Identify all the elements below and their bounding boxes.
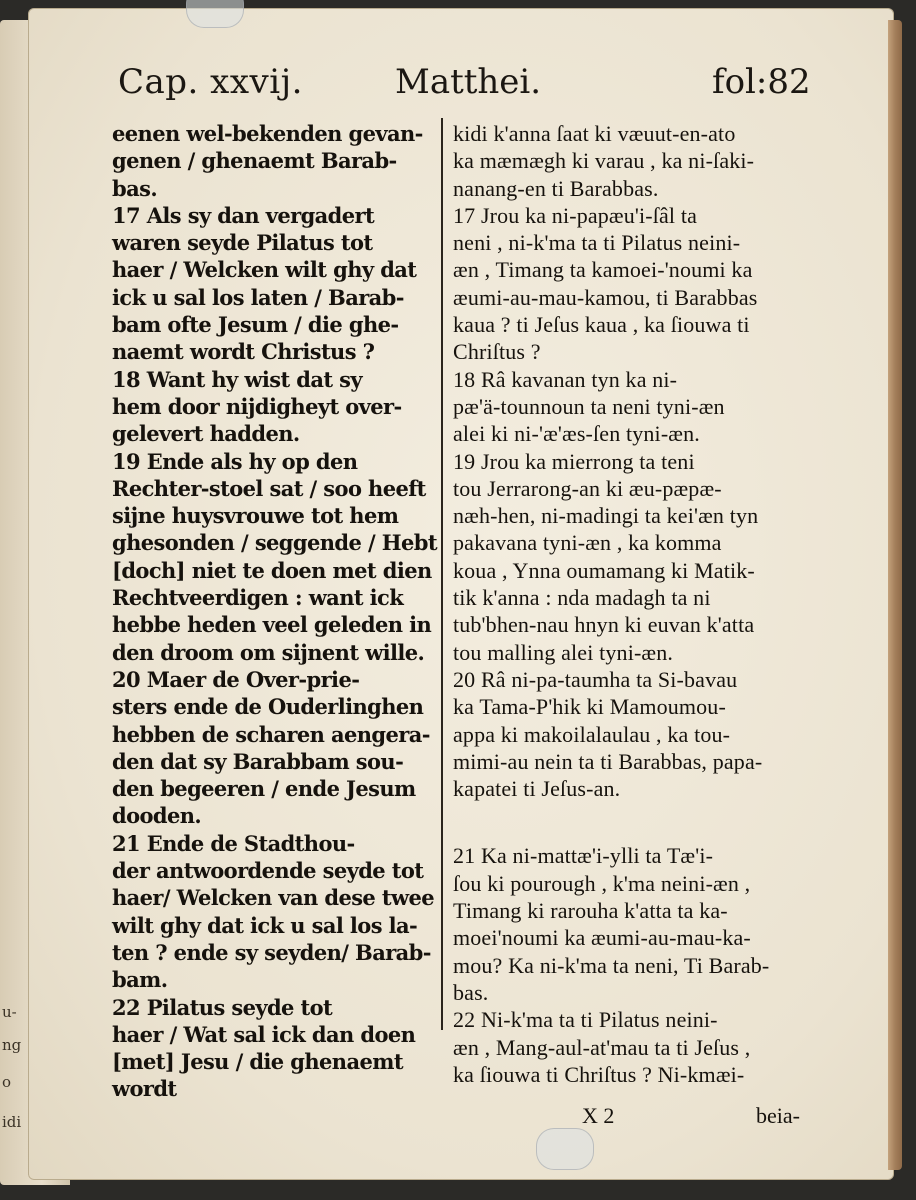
- text-line: [doch] niet te doen met dien: [112, 557, 432, 583]
- chapter-heading: Cap. xxvij.: [118, 62, 303, 102]
- text-line: tou Jerrarong-an ki æu-pæpæ-: [453, 475, 722, 501]
- text-line: dooden.: [112, 803, 202, 829]
- text-line: bam ofte Jesum / die ghe-: [112, 312, 399, 338]
- margin-fragment: u-: [2, 1003, 17, 1021]
- text-line: haer / Welcken wilt ghy dat: [112, 257, 417, 283]
- text-line: 17 Jrou ka ni-papæu'i-ſâl ta: [453, 202, 697, 228]
- text-line: wilt ghy dat ick u sal los la-: [112, 912, 418, 938]
- text-line: 21 Ende de Stadthou-: [112, 830, 355, 856]
- text-line: den begeeren / ende Jesum: [112, 776, 416, 802]
- top-clip: [186, 0, 244, 28]
- text-line: ka mæmægh ki varau , ka ni-ſaki-: [453, 148, 755, 174]
- text-line: hebbe heden veel geleden in: [112, 612, 432, 638]
- text-line: Rechter-stoel sat / soo heeft: [112, 475, 426, 501]
- text-line: kapatei ti Jeſus-an.: [453, 776, 621, 802]
- text-line: hebben de scharen aengera-: [112, 721, 430, 747]
- text-line: ghesonden / seggende / Hebt: [112, 530, 437, 556]
- text-line: mimi-au nein ta ti Barabbas, papa-: [453, 748, 763, 774]
- margin-fragment: o: [2, 1073, 12, 1091]
- text-line: ſou ki pourough , k'ma neini-æn ,: [453, 870, 751, 896]
- formosan-column: [453, 120, 805, 1088]
- text-line: 18 Râ kavanan tyn ka ni-: [453, 366, 678, 392]
- text-line: 20 Râ ni-pa-taumha ta Si-bavau: [453, 666, 738, 692]
- text-line: kaua ? ti Jeſus kaua , ka ſiouwa ti: [453, 312, 750, 338]
- text-line: æn , Timang ta kamoei-'noumi ka: [453, 257, 753, 283]
- text-line: neni , ni-k'ma ta ti Pilatus neini-: [453, 230, 741, 256]
- text-line: 22 Ni-k'ma ta ti Pilatus neini-: [453, 1007, 718, 1033]
- text-line: 22 Pilatus seyde tot: [112, 994, 333, 1020]
- text-line: alei ki ni-'æ'æs-ſen tyni-æn.: [453, 421, 700, 447]
- text-line: koua , Ynna oumamang ki Matik-: [453, 557, 755, 583]
- signature-mark: X 2: [582, 1103, 615, 1128]
- margin-fragment: ng: [2, 1036, 22, 1054]
- text-line: sijne huysvrouwe tot hem: [112, 503, 399, 529]
- text-line: pakavana tyni-æn , ka komma: [453, 530, 722, 556]
- book-title: Matthei.: [395, 62, 542, 102]
- text-line: 20 Maer de Over-prie-: [112, 666, 360, 692]
- text-line: bam.: [112, 967, 168, 993]
- text-line: kidi k'anna ſaat ki væuut-en-ato: [453, 121, 736, 146]
- text-line: tik k'anna : nda madagh ta ni: [453, 585, 711, 611]
- column-divider: [441, 118, 443, 1030]
- text-line: nanang-en ti Barabbas.: [453, 175, 659, 201]
- text-line: appa ki makoilalaulau , ka tou-: [453, 721, 731, 747]
- text-line: pæ'ä-tounnoun ta neni tyni-æn: [453, 393, 725, 419]
- text-line: 21 Ka ni-mattæ'i-ylli ta Tæ'i-: [453, 843, 714, 869]
- text-line: Timang ki rarouha k'atta ta ka-: [453, 898, 728, 924]
- text-line: wordt: [112, 1076, 177, 1102]
- text-line: 18 Want hy wist dat sy: [112, 366, 362, 392]
- text-line: ten ? ende sy seyden/ Barab-: [112, 939, 431, 965]
- text-line: naemt wordt Christus ?: [112, 339, 375, 365]
- margin-fragment: idi: [2, 1113, 22, 1131]
- text-line: eenen wel-bekenden gevan-: [112, 121, 423, 146]
- text-line: den dat sy Barabbam sou-: [112, 748, 404, 774]
- bottom-clip: [536, 1128, 594, 1170]
- text-line: æn , Mang-aul-at'mau ta ti Jeſus ,: [453, 1034, 751, 1060]
- text-line: [met] Jesu / die ghenaemt: [112, 1049, 403, 1075]
- text-line: bas.: [112, 175, 158, 201]
- text-line: tub'bhen-nau hnyn ki euvan k'atta: [453, 612, 755, 638]
- text-line: ka Tama-P'hik ki Mamoumou-: [453, 694, 726, 720]
- text-line: sters ende de Ouderlinghen: [112, 694, 424, 720]
- text-line: den droom om sijnent wille.: [112, 639, 425, 665]
- text-line: genen / ghenaemt Barab-: [112, 148, 397, 174]
- text-line: hem door nijdigheyt over-: [112, 393, 402, 419]
- folio-number: fol:82: [712, 62, 811, 102]
- text-line: næh-hen, ni-madingi ta kei'æn tyn: [453, 503, 759, 529]
- text-line: 17 Als sy dan vergadert: [112, 202, 375, 228]
- page-fore-edge: [888, 20, 902, 1170]
- text-line: 19 Ende als hy op den: [112, 448, 358, 474]
- text-line: moei'noumi ka æumi-au-mau-ka-: [453, 925, 751, 951]
- text-line: tou malling alei tyni-æn.: [453, 639, 674, 665]
- text-line: mou? Ka ni-k'ma ta neni, Ti Barab-: [453, 952, 770, 978]
- text-line: bas.: [453, 979, 489, 1005]
- text-line: Rechtveerdigen : want ick: [112, 585, 404, 611]
- catchword: beia-: [756, 1103, 800, 1128]
- text-line: haer/ Welcken van dese twee: [112, 885, 434, 911]
- text-line: haer / Wat sal ick dan doen: [112, 1021, 416, 1047]
- text-line: 19 Jrou ka mierrong ta teni: [453, 448, 695, 474]
- dutch-column: [112, 120, 437, 1103]
- text-line: der antwoordende seyde tot: [112, 858, 424, 884]
- text-line: ick u sal los laten / Barab-: [112, 284, 404, 310]
- text-line: æumi-au-mau-kamou, ti Barabbas: [453, 284, 758, 310]
- text-line: gelevert hadden.: [112, 421, 300, 447]
- text-line: ka ſiouwa ti Chriſtus ? Ni-kmæi-: [453, 1061, 745, 1087]
- text-line: waren seyde Pilatus tot: [112, 230, 373, 256]
- text-line: Chriſtus ?: [453, 339, 541, 365]
